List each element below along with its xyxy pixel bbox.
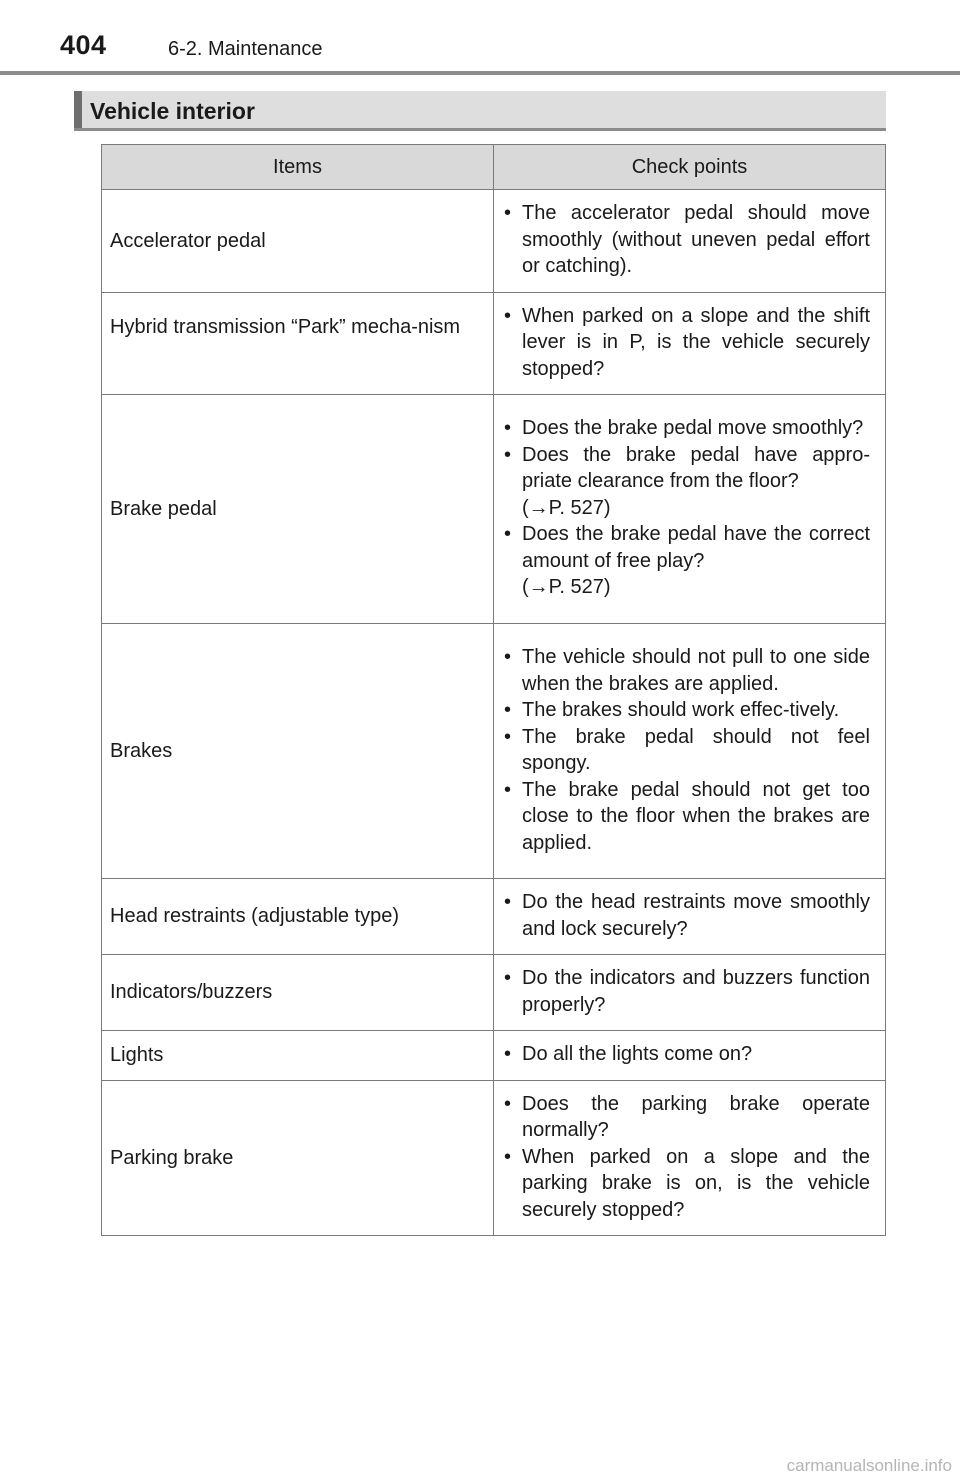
section-title: Vehicle interior — [90, 98, 255, 124]
check-point-text: Does the brake pedal move smoothly? — [522, 417, 864, 440]
check-points-cell — [494, 292, 886, 395]
check-points-list — [504, 415, 870, 601]
item-cell: Accelerator pedal — [102, 190, 494, 293]
check-points-cell — [494, 395, 886, 624]
check-point — [504, 1041, 870, 1068]
page-header — [0, 0, 960, 76]
bullet-icon: • — [504, 1043, 512, 1065]
section-bar-accent — [74, 91, 82, 128]
check-table — [101, 144, 886, 1236]
check-points-cell — [494, 190, 886, 293]
bullet-icon: • — [504, 778, 512, 801]
table-row — [102, 879, 886, 955]
check-points-list — [504, 200, 870, 280]
item-cell: Brakes — [102, 624, 494, 879]
item-cell: Head restraints (adjustable type) — [102, 879, 494, 955]
check-point — [504, 303, 870, 383]
bullet-icon: • — [504, 1145, 512, 1168]
table-row — [102, 190, 886, 293]
check-point — [504, 1091, 870, 1144]
check-point-text: Does the parking brake operate normally? — [522, 1092, 870, 1141]
item-cell: Brake pedal — [102, 395, 494, 624]
bullet-icon: • — [504, 646, 512, 668]
header-rule — [0, 71, 960, 75]
check-point — [504, 697, 870, 724]
check-point-text: Do all the lights come on? — [522, 1043, 753, 1065]
check-point-text: Do the indicators and buzzers function properly? — [522, 967, 870, 1016]
check-point — [504, 965, 870, 1018]
bullet-icon: • — [504, 725, 512, 748]
column-header-items: Items — [102, 145, 494, 190]
item-cell: Hybrid transmission “Park” mecha-nism — [102, 292, 494, 395]
check-points-list — [504, 303, 870, 383]
bullet-icon: • — [504, 699, 512, 721]
check-points-cell — [494, 955, 886, 1031]
check-point-text: When parked on a slope and the shift lever is in P, is the vehicle securely stopped? — [522, 304, 870, 380]
check-points-list — [504, 1091, 870, 1224]
check-point — [504, 521, 870, 601]
bullet-icon: • — [504, 304, 512, 327]
check-point — [504, 200, 870, 280]
page-number: 404 — [60, 30, 107, 60]
section-bar — [74, 91, 886, 131]
check-points-list — [504, 644, 870, 856]
check-point-text: The accelerator pedal should move smoothly (without uneven pedal effort or catching). — [522, 202, 870, 277]
check-point — [504, 889, 870, 942]
check-points-cell — [494, 879, 886, 955]
check-point — [504, 1144, 870, 1224]
bullet-icon: • — [504, 891, 512, 913]
check-point-text: The brake pedal should not get too close to the floor when the brakes are applied. — [522, 778, 870, 854]
check-point — [504, 724, 870, 777]
item-cell: Parking brake — [102, 1080, 494, 1236]
table-header-row — [102, 145, 886, 190]
check-point — [504, 777, 870, 857]
check-point — [504, 442, 870, 522]
check-points-list — [504, 1041, 870, 1068]
item-cell: Lights — [102, 1031, 494, 1081]
check-points-cell — [494, 624, 886, 879]
bullet-icon: • — [504, 443, 512, 466]
section-name: 6-2. Maintenance — [168, 38, 323, 60]
check-point-text: The brake pedal should not feel spongy. — [522, 725, 870, 774]
check-points-cell — [494, 1080, 886, 1236]
watermark: carmanualsonline.info — [786, 1456, 952, 1475]
bullet-icon: • — [504, 967, 512, 989]
check-points-cell — [494, 1031, 886, 1081]
check-point-text: When parked on a slope and the parking brake is on, is the vehicle securely stopped? — [522, 1145, 870, 1221]
column-header-check-points: Check points — [494, 145, 886, 190]
item-cell: Indicators/buzzers — [102, 955, 494, 1031]
page-reference: (→P. 527) — [522, 576, 611, 599]
table-row — [102, 292, 886, 395]
check-point-text: The brakes should work effec-tively. — [522, 699, 840, 721]
bullet-icon: • — [504, 1092, 512, 1115]
bullet-icon: • — [504, 202, 512, 224]
table-row — [102, 624, 886, 879]
bullet-icon: • — [504, 417, 512, 440]
check-point-text: Does the brake pedal have appro-priate clearance from the floor? — [522, 443, 870, 493]
check-points-list — [504, 889, 870, 942]
page-reference: (→P. 527) — [522, 496, 611, 519]
check-point-text: The vehicle should not pull to one side when the brakes are applied. — [522, 646, 870, 695]
table-row — [102, 1080, 886, 1236]
check-point — [504, 415, 870, 442]
check-points-list — [504, 965, 870, 1018]
bullet-icon: • — [504, 523, 512, 546]
table-row — [102, 1031, 886, 1081]
check-point-text: Does the brake pedal have the correct amount of free play? — [522, 523, 870, 572]
check-point-text: Do the head restraints move smoothly and lock securely? — [522, 891, 870, 940]
table-body — [102, 190, 886, 1236]
table-row — [102, 395, 886, 624]
table-row — [102, 955, 886, 1031]
check-point — [504, 644, 870, 697]
